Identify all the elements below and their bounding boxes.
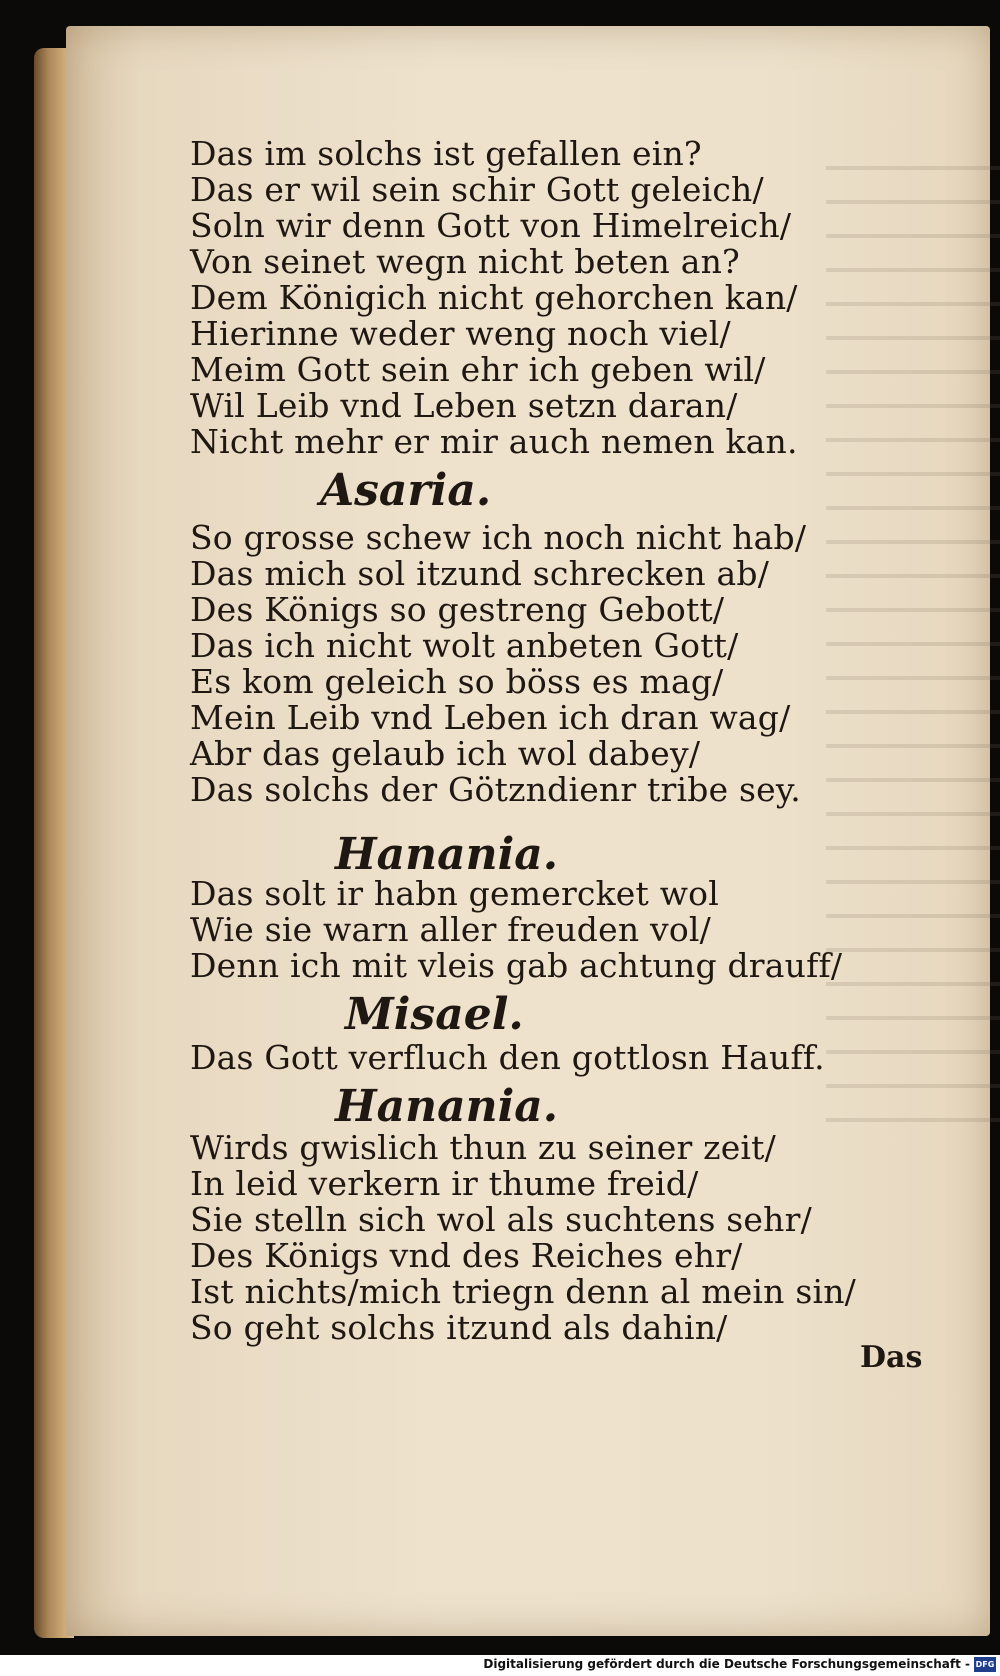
verse-line: Mein Leib vnd Leben ich dran wag/ xyxy=(190,698,791,737)
verse-line: Wie sie warn aller freuden vol/ xyxy=(190,910,711,949)
verse-line: In leid verkern ir thume freid/ xyxy=(190,1164,699,1203)
verse-line: Abr das gelaub ich wol dabey/ xyxy=(190,734,701,773)
speaker-heading: Hanania. xyxy=(335,829,559,880)
verse-line: Ist nichts/mich triegn denn al mein sin/ xyxy=(190,1272,856,1311)
verse-line: Soln wir denn Gott von Himelreich/ xyxy=(190,206,792,245)
verse-line: Dem Königich nicht gehorchen kan/ xyxy=(190,278,798,317)
verse-line: So grosse schew ich noch nicht hab/ xyxy=(190,518,807,557)
verse-line: Des Königs so gestreng Gebott/ xyxy=(190,590,725,629)
speaker-heading: Misael. xyxy=(345,989,524,1040)
speaker-heading: Asaria. xyxy=(320,465,492,516)
verse-line: Es kom geleich so böss es mag/ xyxy=(190,662,724,701)
verse-line: Das er wil sein schir Gott geleich/ xyxy=(190,170,764,209)
verse-line: Das mich sol itzund schrecken ab/ xyxy=(190,554,770,593)
verse-line: Das Gott verfluch den gottlosn Hauff. xyxy=(190,1038,825,1077)
verse-line: Von seinet wegn nicht beten an? xyxy=(190,242,740,281)
verse-line: Das solt ir habn gemercket wol xyxy=(190,874,719,913)
verse-line: Wirds gwislich thun zu seiner zeit/ xyxy=(190,1128,776,1167)
verse-line: Das solchs der Götzndienr tribe sey. xyxy=(190,770,801,809)
verse-line: Wil Leib vnd Leben setzn daran/ xyxy=(190,386,738,425)
verse-line: Meim Gott sein ehr ich geben wil/ xyxy=(190,350,766,389)
verse-line: Denn ich mit vleis gab achtung drauff/ xyxy=(190,946,843,985)
verse-line: Das ich nicht wolt anbeten Gott/ xyxy=(190,626,739,665)
verse-line: Hierinne weder weng noch viel/ xyxy=(190,314,731,353)
verse-line: Des Königs vnd des Reiches ehr/ xyxy=(190,1236,743,1275)
footer-bar xyxy=(0,1655,1000,1676)
verse-line: Das im solchs ist gefallen ein? xyxy=(190,134,702,173)
verse-line: Sie stelln sich wol als suchtens sehr/ xyxy=(190,1200,812,1239)
verse-line: Nicht mehr er mir auch nemen kan. xyxy=(190,422,798,461)
verse-line: So geht solchs itzund als dahin/ xyxy=(190,1308,728,1347)
footer-credit: Digitalisierung gefördert durch die Deutsche Forschungsgemeinschaft - xyxy=(483,1657,970,1671)
speaker-heading: Hanania. xyxy=(335,1081,559,1132)
catchword: Das xyxy=(860,1340,923,1375)
dfg-logo: DFG xyxy=(974,1657,996,1672)
